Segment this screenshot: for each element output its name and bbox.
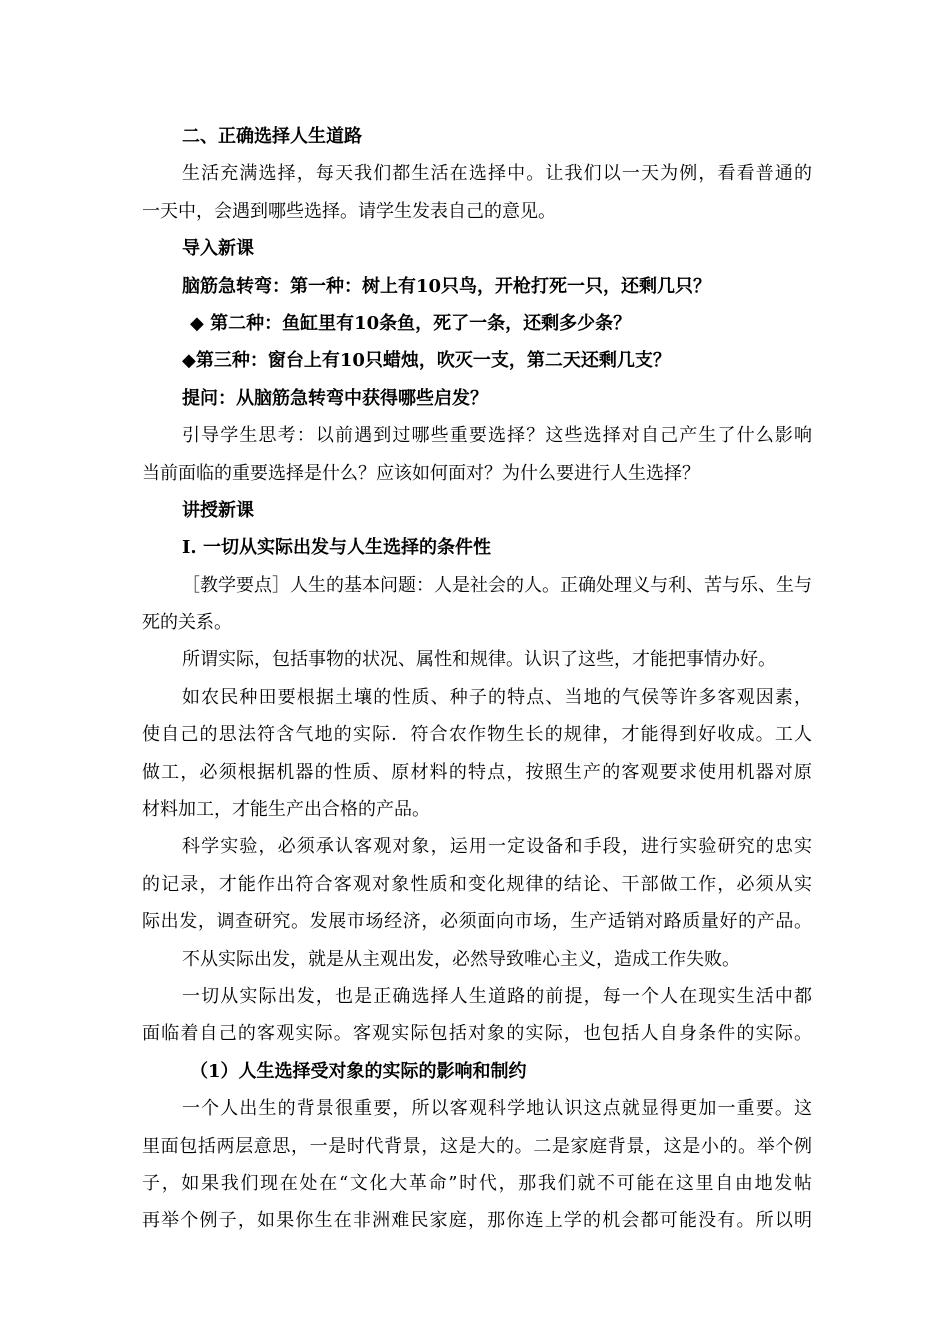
paragraph-line: 再举个例子，如果你生在非洲难民家庭，那你连上学的机会都可能没有。所以明 (142, 1210, 812, 1232)
paragraph-line: 生活充满选择，每天我们都生活在选择中。让我们以一天为例，看看普通的 (182, 163, 812, 185)
paragraph-line: 一切从实际出发，也是正确选择人生道路的前提，每一个人在现实生活中都 (182, 985, 812, 1007)
document-body (142, 118, 812, 1240)
subheading-new-lesson: 讲授新课 (182, 499, 254, 521)
paragraph-line: 引导学生思考：以前遇到过哪些重要选择？这些选择对自己产生了什么影响 (182, 425, 812, 447)
paragraph-line: 的记录，才能作出符合客观对象性质和变化规律的结论、干部做工作，必须从实 (142, 873, 812, 895)
paragraph-line: 当前面临的重要选择是什么？应该如何面对？为什么要进行人生选择？ (142, 462, 700, 484)
paragraph-line: 里面包括两层意思，一是时代背景，这是大的。二是家庭背景，这是小的。举个例 (142, 1135, 812, 1157)
paragraph-line: 面临着自己的客观实际。客观实际包括对象的实际，也包括人自身条件的实际。 (142, 1023, 812, 1045)
paragraph-line: 所谓实际，包括事物的状况、属性和规律。认识了这些，才能把事情办好。 (182, 649, 776, 671)
paragraph-line: 做工，必须根据机器的性质、原材料的特点，按照生产的客观要求使用机器对原 (142, 761, 812, 783)
paragraph-line: 材料加工，才能生产出合格的产品。 (142, 799, 430, 821)
paragraph-line: 死的关系。 (142, 612, 232, 634)
paragraph-line: 如农民种田要根据土壤的性质、种子的特点、当地的气侯等许多客观因素， (182, 686, 812, 708)
riddle-line: ◆第三种：窗台上有10只蜡烛，吹灭一支，第二天还剩几支？ (182, 350, 671, 372)
paragraph-line: 一天中，会遇到哪些选择。请学生发表自己的意见。 (142, 200, 556, 222)
riddle-line: 脑筋急转弯：第一种：树上有10只鸟，开枪打死一只，还剩几只？ (182, 275, 712, 297)
subheading-point-1: （1）人生选择受对象的实际的影响和制约 (190, 1060, 527, 1082)
riddle-line: ◆ 第二种：鱼缸里有10条鱼，死了一条，还剩多少条？ (190, 312, 632, 334)
paragraph-line: 子，如果我们现在处在“文化大革命”时代，那我们就不可能在这里自由地发帖 (142, 1172, 812, 1194)
paragraph-line: 使自己的思法符含气地的实际．符合农作物生长的规律，才能得到好收成。工人 (142, 724, 812, 746)
paragraph-line: 科学实验，必须承认客观对象，运用一定设备和手段，进行实验研究的忠实 (182, 836, 812, 858)
paragraph-line: 一个人出生的背景很重要，所以客观科学地认识这点就显得更加一重要。这 (182, 1098, 812, 1120)
paragraph-line: 不从实际出发，就是从主观出发，必然导致唯心主义，造成工作失败。 (182, 948, 740, 970)
subheading-section-1: I. 一切从实际出发与人生选择的条件性 (182, 537, 491, 559)
question-line: 提问：从脑筋急转弯中获得哪些启发？ (182, 387, 488, 409)
paragraph-line: 际出发，调查研究。发展市场经济，必须面向市场，生产适销对路质量好的产品。 (142, 911, 812, 933)
subheading-intro: 导入新课 (182, 238, 254, 260)
section-heading: 二、正确选择人生道路 (182, 126, 362, 147)
paragraph-line: ［教学要点］人生的基本问题：人是社会的人。正确处理义与利、苦与乐、生与 (182, 574, 812, 596)
